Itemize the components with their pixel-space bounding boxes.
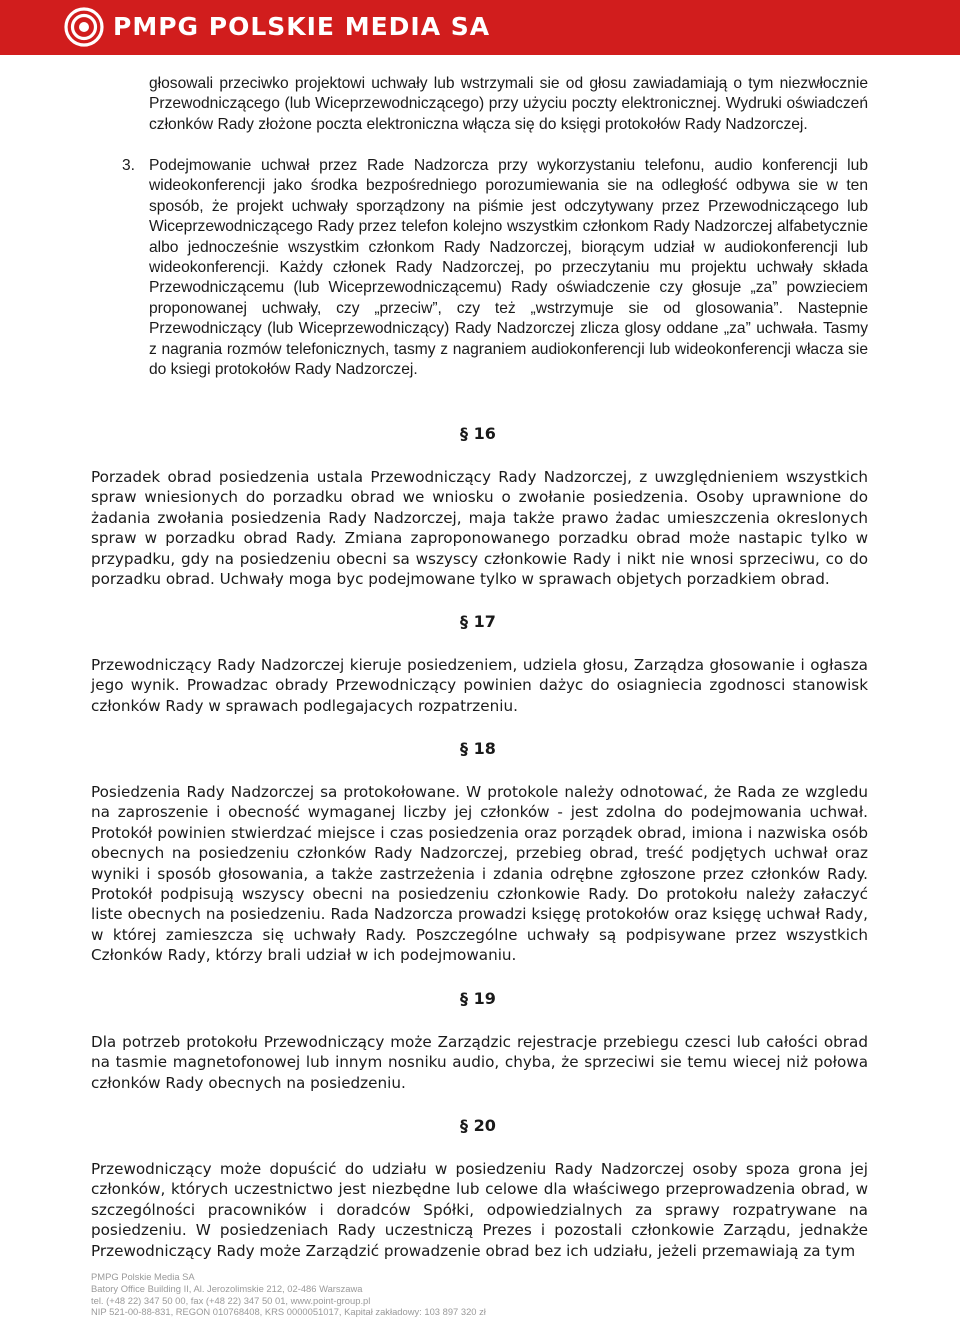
section-18-text: Posiedzenia Rady Nadzorczej sa protokołowane. W protokole należy odnotować, że Rada ze wzgledu na zaproszenie i obecność wymaganej liczby jej członków - jest zdolna do podejmowania uchwał. Protokół powinien stwierdzać miejsce i czas posiedzenia oraz porządek obrad, imiona i nazwiska osób obecnych na posiedzeniu członków Rady Nadzorczej, przebieg obrad, treść podjętych uchwał oraz wyniki i sposób głosowania, a także zastrzeżenia i zdania odrębne zgłoszone przez członków Rady. Protokół podpisują wszyscy obecni na posiedzeniu członkowie Rady. Do protokołu należy załaczyć liste obecnych na posiedzeniu. Rada Nadzorcza prowadzi księgę protokołów oraz księgę uchwał Rady, w której zamieszcza się uchwały Rady. Poszczególne uchwały są podpisywane przez wszystkich Członków Rady, którzy brali udział w ich podejmowaniu. bbox=[91, 783, 868, 965]
footer-contact: tel. (+48 22) 347 50 00, fax (+48 22) 347 50 01, www.point-group.pl bbox=[91, 1294, 371, 1306]
section-17-text: Przewodniczący Rady Nadzorczej kieruje posiedzeniem, udziela głosu, Zarządza głosowanie i ogłasza jego wynik. Prowadzac obrady Przewodniczący powinien dażyc do osiagniecia zgodnosci stanowisk członków Rady w sprawach podlegajacych rozpatrzeniu. bbox=[91, 656, 868, 715]
logo-icon bbox=[64, 7, 104, 47]
footer-company: PMPG Polskie Media SA bbox=[91, 1271, 195, 1282]
page-footer bbox=[91, 1271, 791, 1318]
section-20-text: Przewodniczący może dopuścić do udziału w posiedzeniu Rady Nadzorczej osoby spoza grona jej członków, których uczestnictwo jest niezbędne lub celowe dla właściwego przeprowadzenia obrad, w szczególności pracowników i doradców Spółki, odpowiedzialnych za sprawy rozpatrywane na posiedzeniu. W posiedzeniach Rady uczestniczą Prezes i pozostali członkowie Zarządu, jednakże Przewodniczący Rady może Zarządzić prowadzenie obrad bez ich udziału, jeżeli przemawiają za tym bbox=[91, 1160, 868, 1260]
section-18-heading: § 18 bbox=[460, 739, 496, 758]
section-20-heading: § 20 bbox=[460, 1116, 496, 1135]
item-3-number: 3. bbox=[122, 157, 136, 174]
footer-address: Batory Office Building II, Al. Jerozolimskie 212, 02-486 Warszawa bbox=[91, 1282, 363, 1294]
item-3-paragraph bbox=[122, 156, 868, 380]
brand-name: PMPG POLSKIE MEDIA SA bbox=[113, 12, 491, 41]
section-19-text: Dla potrzeb protokołu Przewodniczący może Zarządzic rejestracje przebiegu czesci lub całości obrad na tasmie magnetofonowej lub innym nosniku audio, chyba, że sprzeciwi sie temu wiecej niż połowa członków Rady obecnych na posiedzeniu. bbox=[91, 1033, 868, 1092]
section-16-heading: § 16 bbox=[460, 424, 496, 443]
section-19-heading: § 19 bbox=[460, 989, 496, 1008]
intro-paragraph: głosowali przeciwko projektowi uchwały lub wstrzymali sie od głosu zawiadamiają o tym niezwłocznie Przewodniczącego (lub Wiceprzewodniczącego) przy użyciu poczty elektronicznej. Wydruki oświadczeń członków Rady złożone poczta elektroniczna włącza się do księgi protokołów Rady Nadzorczej. bbox=[149, 75, 868, 133]
page-header bbox=[0, 0, 960, 55]
item-3-text: Podejmowanie uchwał przez Rade Nadzorcza przy wykorzystaniu telefonu, audio konferencji lub wideokonferencji jako środka bezpośredniego porozumiewania sie na odległość odbywa sie w ten sposób, że projekt uchwały sporządzony na piśmie jest odczytywany przez Przewodniczącego lub Wiceprzewodniczącego Rady przez telefon kolejno wszystkim członkom Rady Nadzorczej alfabetycznie albo jednocześnie wszystkim członkom Rady Nadzorczej, biorącym udział w audiokonferencji lub wideokonferencji. Każdy członek Rady Nadzorczej, po przeczytaniu mu projektu uchwały składa Przewodniczącemu (lub Wiceprzewodniczącemu) Rady oświadczenie czy głosuje „za” powzieciem proponowanej uchwały, czy „przeciw”, czy też „wstrzymuje sie od glosowania”. Nastepnie Przewodniczący (lub Wiceprzewodniczący) Rady Nadzorczej zlicza glosy oddane „za” uchwała. Tasmy z nagrania rozmów telefonicznych, tasmy z nagraniem audiokonferencji lub wideokonferencji właczа sie do ksiegi protokołów Rady Nadzorczej. bbox=[149, 157, 868, 379]
section-17-heading: § 17 bbox=[460, 612, 496, 631]
section-16-text: Porzadek obrad posiedzenia ustala Przewodniczący Rady Nadzorczej, z uwzględnieniem wszystkich spraw wniesionych do porzadku obrad we wniosku o zwołanie posiedzenia. Osoby uprawnione do żadania zwołania posiedzenia Rady Nadzorczej, maja także prawo żadac umieszczenia okreslonych spraw w porzadku obrad Rady. Zmiana zaproponowanego porzadku obrad może nastapic tylko w przypadku, gdy na posiedzeniu obecni sa wszyscy członkowie Rady i nikt nie wnosi sprzeciwu, co do porzadku obrad. Uchwały moga byc podejmowane tylko w sprawach objetych porzadkiem obrad. bbox=[91, 468, 868, 589]
footer-registration: NIP 521-00-88-831, REGON 010768408, KRS 0000051017, Kapitał zakładowy: 103 897 320 zł bbox=[91, 1306, 486, 1318]
